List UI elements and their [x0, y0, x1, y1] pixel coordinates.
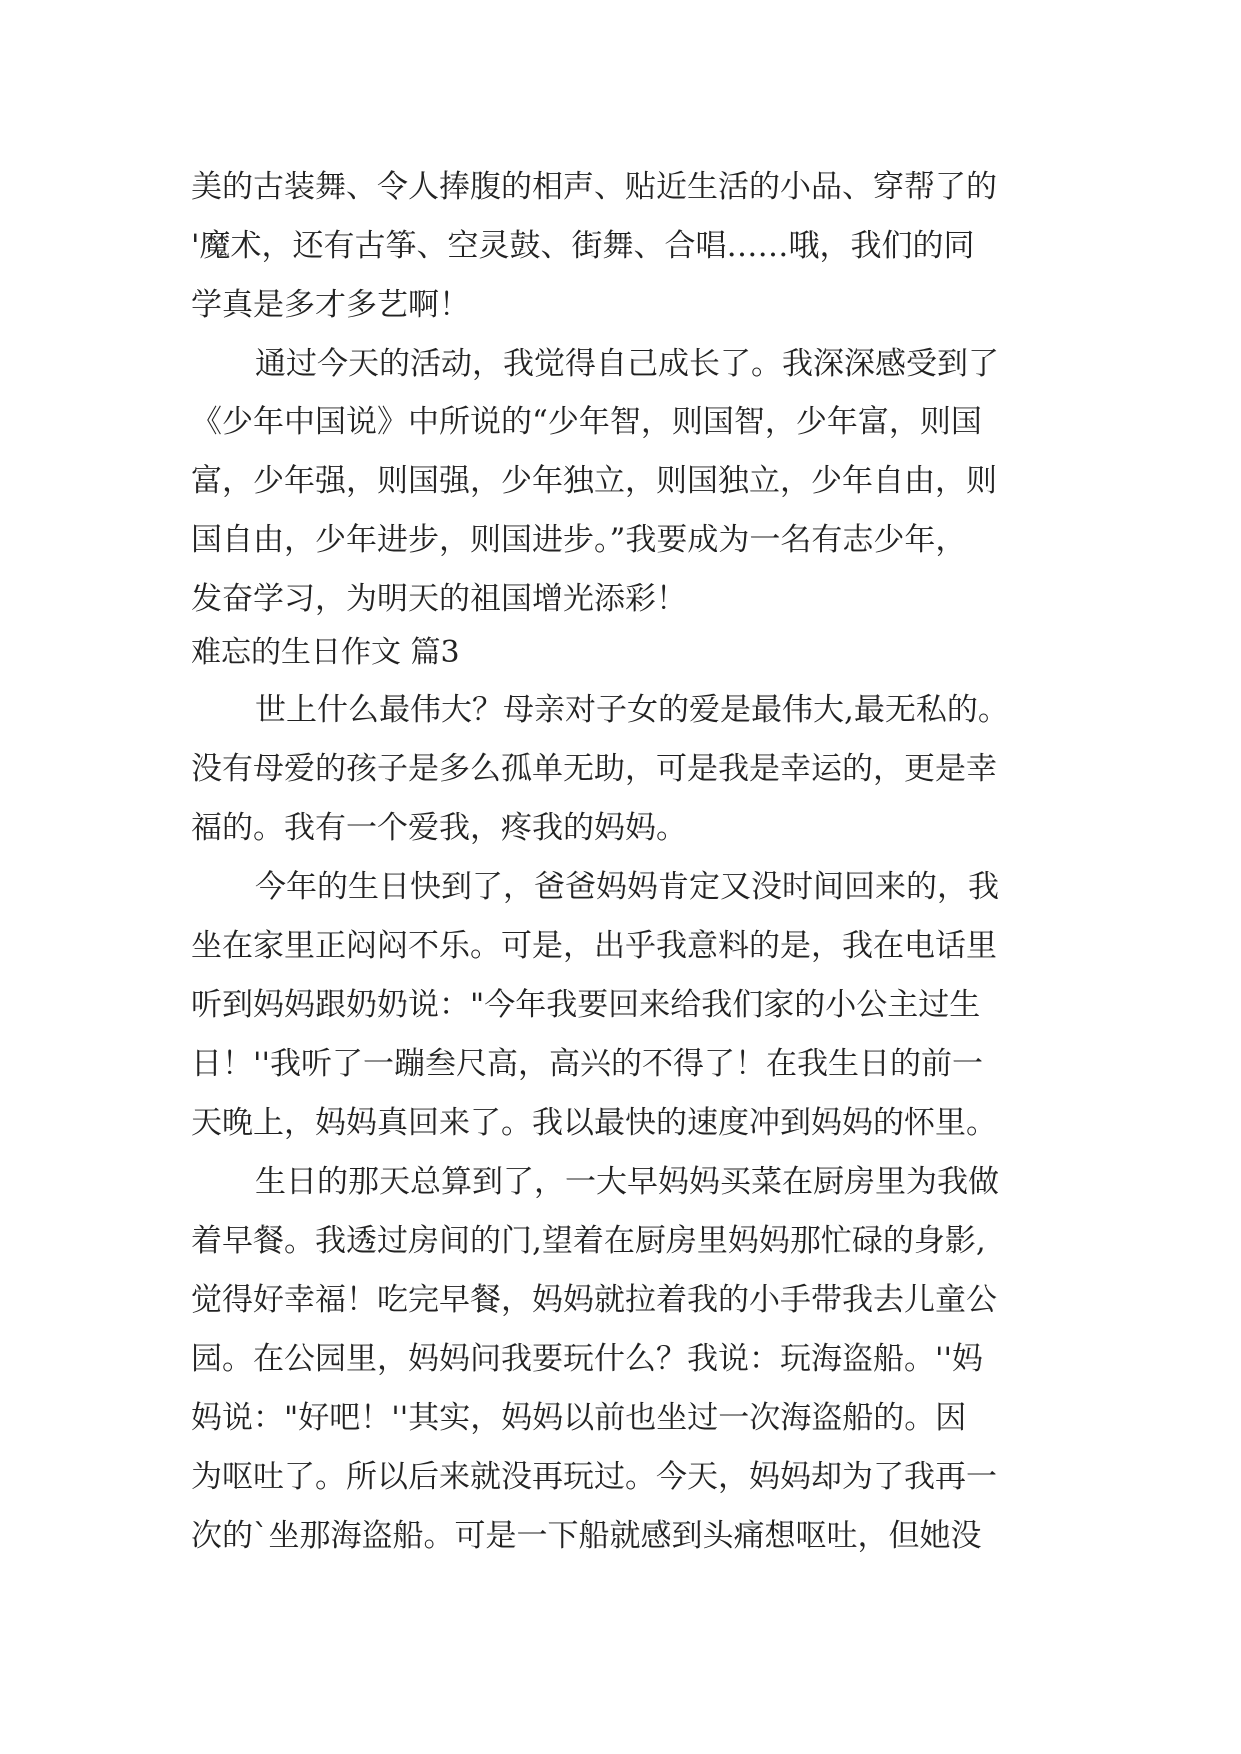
text-line: 为呕吐了。所以后来就没再玩过。今天，妈妈却为了我再一: [191, 1459, 997, 1495]
text-line: 园。在公园里，妈妈问我要玩什么？我说：玩海盗船。''妈: [191, 1341, 984, 1377]
text-line: 美的古装舞、令人捧腹的相声、贴近生活的小品、穿帮了的: [191, 169, 997, 205]
text-line: 妈说："好吧！''其实，妈妈以前也坐过一次海盗船的。因: [191, 1400, 967, 1436]
text-line: 坐在家里正闷闷不乐。可是，出乎我意料的是，我在电话里: [191, 928, 997, 964]
section-heading: 难忘的生日作文 篇3: [191, 635, 460, 670]
paragraph-first-line: 生日的那天总算到了，一大早妈妈买菜在厨房里为我做: [255, 1164, 999, 1200]
text-line: 听到妈妈跟奶奶说："今年我要回来给我们家的小公主过生: [191, 987, 981, 1023]
paragraph-first-line: 今年的生日快到了，爸爸妈妈肯定又没时间回来的，我: [255, 869, 999, 905]
text-line: '魔术，还有古筝、空灵鼓、街舞、合唱……哦，我们的同: [191, 228, 975, 264]
text-line: 着早餐。我透过房间的门,望着在厨房里妈妈那忙碌的身影,: [191, 1223, 986, 1259]
text-line: 天晚上，妈妈真回来了。我以最快的速度冲到妈妈的怀里。: [191, 1105, 997, 1141]
paragraph-first-line: 通过今天的活动，我觉得自己成长了。我深深感受到了: [255, 346, 999, 382]
text-line: 学真是多才多艺啊！: [191, 287, 470, 323]
text-line: 《少年中国说》中所说的“少年智，则国智，少年富，则国: [191, 404, 982, 440]
text-line: 福的。我有一个爱我，疼我的妈妈。: [191, 810, 687, 846]
text-line: 国自由，少年进步，则国进步。”我要成为一名有志少年，: [191, 522, 967, 558]
text-line: 日！''我听了一蹦叁尺高，高兴的不得了！在我生日的前一: [191, 1046, 984, 1082]
text-line: 富，少年强，则国强，少年独立，则国独立，少年自由，则: [191, 463, 997, 499]
text-line: 发奋学习，为明天的祖国增光添彩！: [191, 581, 687, 617]
text-line: 没有母爱的孩子是多么孤单无助，可是我是幸运的，更是幸: [191, 751, 997, 787]
paragraph-first-line: 世上什么最伟大？母亲对子女的爱是最伟大,最无私的。: [255, 692, 1009, 728]
text-line: 觉得好幸福！吃完早餐，妈妈就拉着我的小手带我去儿童公: [191, 1282, 997, 1318]
text-line: 次的`坐那海盗船。可是一下船就感到头痛想呕吐，但她没: [191, 1518, 982, 1554]
